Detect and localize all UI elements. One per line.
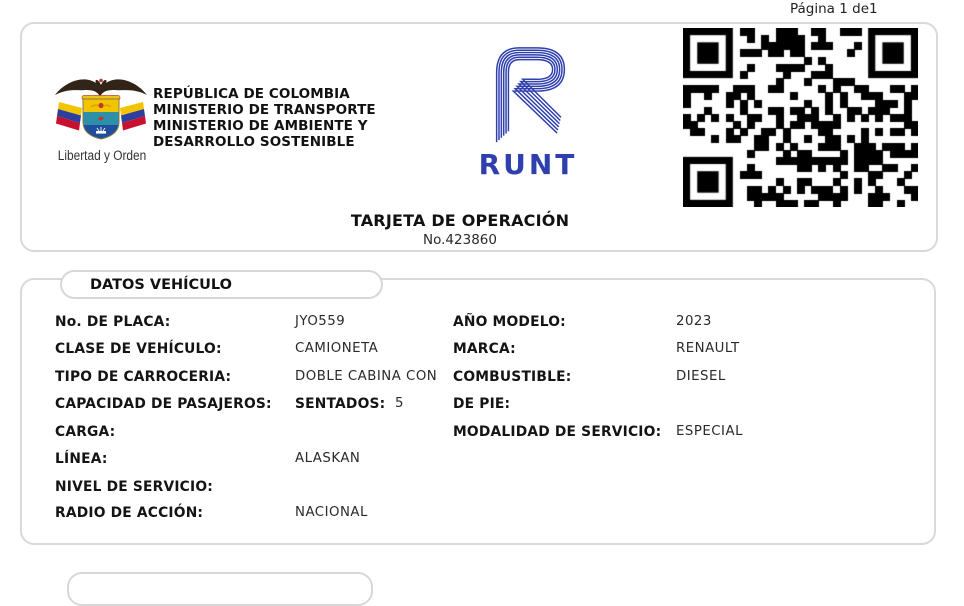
- qr-code: [683, 28, 918, 207]
- field-label-clase: CLASE DE VEHÍCULO:: [55, 341, 222, 357]
- field-row: [0, 505, 964, 523]
- field-row: [0, 341, 964, 359]
- field-label-combustible: COMBUSTIBLE:: [453, 369, 572, 385]
- field-label-carroceria: TIPO DE CARROCERIA:: [55, 369, 232, 385]
- field-value-carroceria: DOBLE CABINA CON: [295, 369, 438, 384]
- field-value-clase: CAMIONETA: [295, 341, 379, 356]
- field-value-placa: JYO559: [295, 314, 346, 329]
- runt-logo-text: RUNT: [478, 148, 578, 181]
- field-label-carga: CARGA:: [55, 424, 116, 440]
- field-row: [0, 396, 964, 414]
- field-label-nivel-servicio: NIVEL DE SERVICIO:: [55, 479, 213, 495]
- field-label-marca: MARCA:: [453, 341, 516, 357]
- next-section-pill: [67, 572, 373, 606]
- ministry-line: REPÚBLICA DE COLOMBIA: [153, 86, 350, 102]
- ministry-text: [153, 86, 376, 150]
- page-indicator: Página 1 de1: [790, 1, 878, 17]
- field-value-ano-modelo: 2023: [676, 314, 712, 329]
- field-label-de-pie: DE PIE:: [453, 396, 511, 412]
- field-row: [0, 479, 964, 497]
- field-value-modalidad: ESPECIAL: [676, 424, 743, 439]
- field-value-linea: ALASKAN: [295, 451, 361, 466]
- ministry-line: DESARROLLO SOSTENIBLE: [153, 134, 355, 150]
- ministry-line: MINISTERIO DE TRANSPORTE: [153, 102, 376, 118]
- field-label-modalidad: MODALIDAD DE SERVICIO:: [453, 424, 662, 440]
- field-label-capacidad: CAPACIDAD DE PASAJEROS:: [55, 396, 272, 412]
- field-label-linea: LÍNEA:: [55, 451, 108, 467]
- emblem-caption: Libertad y Orden: [57, 148, 147, 163]
- field-value-radio-accion: NACIONAL: [295, 505, 368, 520]
- document-number: No.423860: [423, 232, 497, 248]
- vehicle-section-title: DATOS VEHÍCULO: [60, 270, 383, 299]
- ministry-line: MINISTERIO DE AMBIENTE Y: [153, 118, 368, 134]
- field-value-sentados: 5: [395, 396, 404, 411]
- document-title: TARJETA DE OPERACIÓN: [350, 211, 570, 230]
- field-row: [0, 369, 964, 387]
- field-label-sentados: SENTADOS:: [295, 396, 386, 412]
- field-row: [0, 424, 964, 442]
- field-row: [0, 314, 964, 332]
- colombia-coat-of-arms-icon: [53, 74, 149, 150]
- field-label-placa: No. DE PLACA:: [55, 314, 171, 330]
- field-value-marca: RENAULT: [676, 341, 740, 356]
- field-label-ano-modelo: AÑO MODELO:: [453, 314, 566, 330]
- field-value-combustible: DIESEL: [676, 369, 726, 384]
- runt-logo-icon: [481, 40, 581, 148]
- field-label-radio-accion: RADIO DE ACCIÓN:: [55, 505, 204, 521]
- field-row: [0, 451, 964, 469]
